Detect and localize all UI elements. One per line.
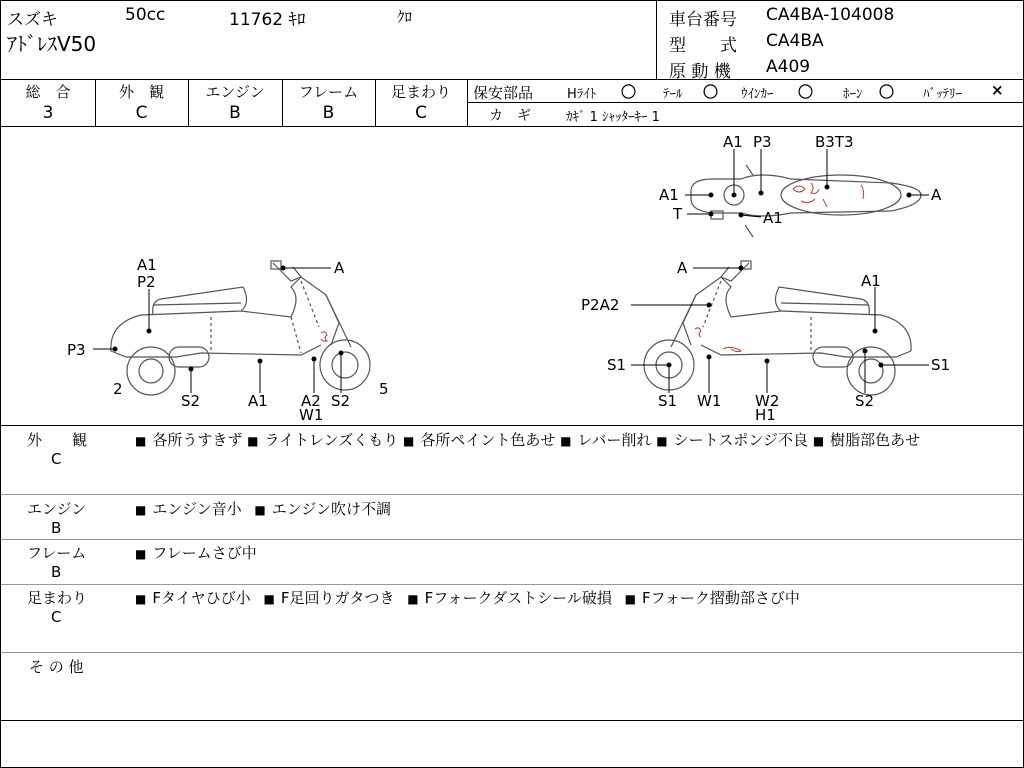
- remark-item: レバー削れ: [577, 431, 652, 449]
- label-right-a: A: [677, 259, 688, 277]
- remark-item: Fタイヤひび小: [152, 589, 251, 607]
- remark-item: 樹脂部色あせ: [830, 431, 921, 449]
- remark-item: F足回りガタつき: [280, 589, 395, 607]
- label-left-a1b: A1: [248, 392, 268, 410]
- bullet: ■: [624, 592, 636, 606]
- label-left-5: 5: [379, 380, 389, 398]
- remark-item: フレームさび中: [152, 544, 257, 562]
- remark-frame-items: [135, 542, 257, 563]
- safety-tail-label: ﾃｰﾙ: [663, 87, 683, 102]
- maker-name: スズキ: [7, 10, 58, 30]
- remark-suspension-label: 足まわり: [27, 589, 88, 607]
- label-right-w1: W1: [697, 392, 722, 410]
- remark-divider: [1, 652, 1023, 653]
- diagram-bottom-line: [1, 425, 1023, 426]
- label-top-a1b: A1: [763, 209, 783, 227]
- bullet: ■: [135, 547, 147, 561]
- grade-exterior-value: C: [135, 103, 148, 123]
- remark-suspension-grade: C: [51, 608, 62, 626]
- safety-horn-label: ﾎｰﾝ: [843, 87, 863, 102]
- grade-total-label: 総 合: [25, 83, 71, 101]
- displacement: 50cc: [125, 5, 166, 25]
- bullet: ■: [656, 434, 668, 448]
- grade-row-top: [1, 79, 1023, 80]
- top-view: [691, 165, 921, 237]
- remark-item: エンジン音小: [152, 500, 242, 518]
- engine-model-value: A409: [766, 57, 811, 77]
- grade-exterior-label: 外 観: [118, 83, 164, 101]
- label-left-a: A: [334, 259, 345, 277]
- label-left-p3: P3: [67, 341, 86, 359]
- remark-frame-grade: B: [51, 563, 62, 581]
- label-left-s2a: S2: [181, 392, 201, 410]
- label-top-t: T: [673, 205, 683, 223]
- mileage: 11762 ｷﾛ: [229, 10, 306, 30]
- grade-total-value: 3: [42, 103, 54, 123]
- key-value: ｶｷﾞ 1 ｼｬｯﾀｰｷｰ 1: [566, 110, 660, 125]
- label-left-s2b: S2: [331, 392, 351, 410]
- remark-engine-grade: B: [51, 519, 62, 537]
- label-right-a1: A1: [861, 272, 881, 290]
- remark-exterior-grade: C: [51, 450, 62, 468]
- remark-item: 各所うすきず: [152, 431, 243, 449]
- bullet: ■: [135, 503, 147, 517]
- grade-engine-label: エンジン: [205, 83, 265, 101]
- safety-winker-mark: 〇: [798, 83, 814, 101]
- remark-bottom-line: [1, 720, 1023, 721]
- type-value: CA4BA: [766, 31, 824, 51]
- label-left-2: 2: [113, 380, 123, 398]
- bullet: ■: [263, 592, 275, 606]
- label-left-a2: A2: [301, 392, 321, 410]
- safety-winker-label: ｳｲﾝｶｰ: [741, 87, 774, 102]
- label-right-w2: W2: [755, 392, 780, 410]
- remark-divider: [1, 584, 1023, 585]
- header-divider: [656, 1, 657, 79]
- label-right-s1-right: S1: [931, 356, 951, 374]
- remark-exterior-items: [135, 429, 1015, 452]
- key-label: カ ギ: [489, 108, 531, 124]
- body-color: ｸﾛ: [397, 8, 413, 26]
- remark-item: エンジン吹け不調: [271, 500, 391, 518]
- grade-engine-value: B: [229, 103, 241, 123]
- label-top-a: A: [931, 186, 942, 204]
- grade-frame-label: フレーム: [298, 83, 359, 101]
- remark-engine-items: [135, 498, 391, 519]
- remark-item: 各所ペイント色あせ: [420, 431, 556, 449]
- label-right-s1-bottom: S1: [658, 392, 678, 410]
- remark-other-label: そ の 他: [29, 658, 84, 676]
- bullet: ■: [135, 434, 147, 448]
- bullet: ■: [247, 434, 259, 448]
- bullet: ■: [407, 592, 419, 606]
- safety-horn-mark: 〇: [879, 83, 895, 101]
- label-top-a1: A1: [723, 133, 743, 151]
- safety-headlight-label: Hﾗｲﾄ: [567, 87, 597, 102]
- remark-item: シートスポンジ不良: [673, 431, 809, 449]
- frame-no-label: 車台番号: [669, 10, 737, 30]
- bullet: ■: [812, 434, 825, 448]
- remark-exterior-label: 外 観: [27, 431, 88, 449]
- remark-divider: [1, 539, 1023, 540]
- label-top-a1-left: A1: [659, 186, 679, 204]
- scooter-diagram: [1, 127, 1023, 425]
- engine-model-label: 原 動 機: [669, 62, 731, 82]
- label-right-s2: S2: [855, 392, 875, 410]
- remark-suspension-items: [135, 587, 800, 608]
- remark-item: Fフォークダストシール破損: [424, 589, 612, 607]
- remark-item: ライトレンズくもり: [264, 431, 399, 449]
- safety-divider: [467, 102, 1023, 103]
- label-left-p2: P2: [137, 273, 156, 291]
- safety-label: 保安部品: [473, 84, 534, 102]
- label-top-p3: P3: [753, 133, 772, 151]
- label-right-s1-left: S1: [607, 356, 627, 374]
- safety-headlight-mark: 〇: [621, 83, 637, 101]
- label-right-p2a2: P2A2: [581, 296, 620, 314]
- remark-frame-label: フレーム: [27, 544, 87, 562]
- remark-divider: [1, 494, 1023, 495]
- bullet: ■: [403, 434, 415, 448]
- label-right-h1: H1: [755, 406, 776, 424]
- label-top-b3t3: B3T3: [815, 133, 854, 151]
- remark-item: Fフォーク摺動部さび中: [641, 589, 800, 607]
- safety-battery-mark: ×: [991, 81, 1004, 99]
- type-label: 型 式: [669, 36, 737, 56]
- bullet: ■: [135, 592, 147, 606]
- grade-suspension-value: C: [415, 103, 427, 123]
- grade-suspension-label: 足まわり: [390, 83, 451, 101]
- safety-tail-mark: 〇: [703, 83, 719, 101]
- bullet: ■: [254, 503, 266, 517]
- safety-battery-label: ﾊﾞｯﾃﾘｰ: [923, 87, 962, 102]
- model-name: ｱﾄﾞﾚｽV50: [7, 32, 97, 56]
- label-left-a1: A1: [137, 256, 157, 274]
- grade-frame-value: B: [322, 103, 335, 123]
- label-left-w1: W1: [299, 406, 324, 424]
- bullet: ■: [560, 434, 572, 448]
- remark-engine-label: エンジン: [27, 500, 87, 518]
- frame-no-value: CA4BA-104008: [766, 5, 895, 25]
